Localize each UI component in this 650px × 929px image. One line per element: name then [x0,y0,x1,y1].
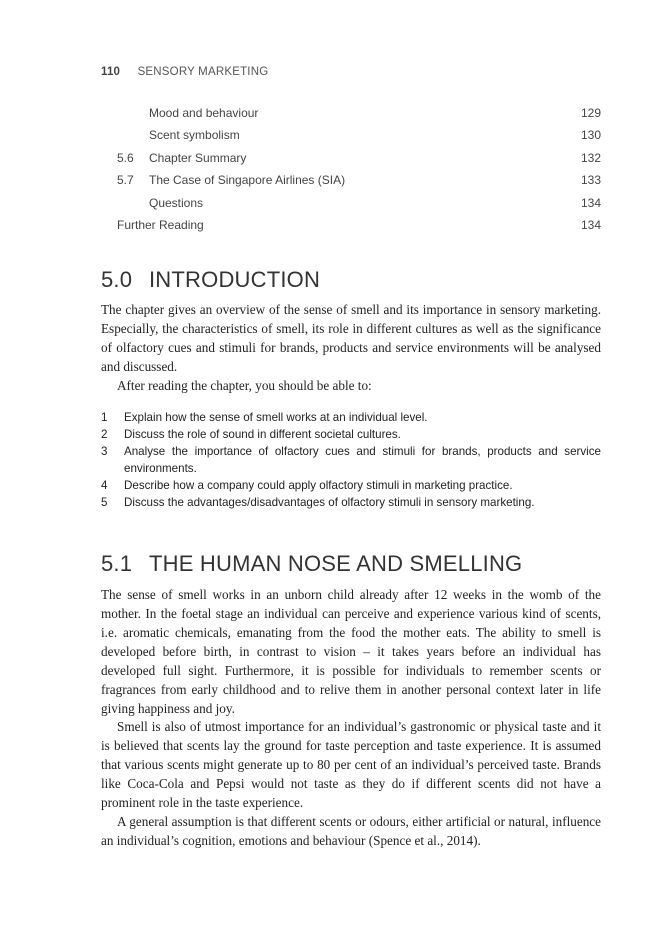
list-item [101,444,601,477]
toc-entry-page: 129 [580,106,601,120]
intro-lead-in: After reading the chapter, you should be able to: [117,378,372,393]
toc-entry-title: Further Reading [117,217,204,232]
list-item-number: 5 [101,495,108,509]
list-item-text: Discuss the advantages/disadvantages of olfactory stimuli in sensory marketing. [124,495,535,509]
toc-entry [101,126,601,148]
section-heading-introduction [101,267,320,293]
learning-objectives-list [101,410,601,512]
section-number: 5.1 [101,551,133,576]
table-of-contents [101,104,601,238]
list-item-number: 2 [101,428,108,441]
page-number: 110 [101,66,121,78]
section-title: THE HUMAN NOSE AND SMELLING [149,551,523,576]
body-paragraph: The sense of smell works in an unborn child already after 12 weeks in the womb of the mother. In the foetal stage an individual can perceive and experience various kind of scents, i.e. aromatic chemicals, emanating from the food the mother eats. The ability to smell is developed before birth, in contrast to vision – it takes years before an individual has developed full sight. Furthermore, it is possible for individuals to remember scents or fragrances from early childhood and to relive them in another personal context later in life giving happiness and joy. [101,587,601,716]
list-item-number: 3 [101,445,108,458]
toc-entry-further-reading [101,216,601,238]
toc-entry-title: Scent symbolism [149,128,240,143]
body-paragraph: A general assumption is that different scents or odours, either artificial or natural, influence an individual’s cognition, emotions and behaviour (Spence et al., 2014). [101,814,601,848]
toc-entry-title: The Case of Singapore Airlines (SIA) [149,173,346,188]
toc-entry [101,194,601,216]
section-title: INTRODUCTION [149,267,321,292]
toc-entry-number: 5.6 [117,150,134,165]
list-item [101,410,601,427]
toc-entry [101,149,601,171]
toc-entry-page: 133 [580,173,601,188]
list-item-text: Describe how a company could apply olfactory stimuli in marketing practice. [124,478,513,492]
toc-entry-page: 130 [580,128,601,143]
running-header [101,66,268,78]
list-item [101,427,601,444]
toc-entry-page: 134 [580,195,601,210]
body-paragraph: Smell is also of utmost importance for an individual’s gastronomic or physical taste and it is believed that scents lay the ground for taste perception and taste experience. It is assumed that various scents might generate up to 80 per cent of an individual’s perceived taste. Brands like Coca-Cola and Pepsi would not taste as they do if different scents did not have a prominent role in the taste experience. [101,719,601,810]
toc-entry-title: Mood and behaviour [149,106,259,120]
toc-entry-number: 5.7 [117,173,134,188]
list-item [101,478,601,495]
list-item-text: Explain how the sense of smell works at an individual level. [124,411,428,424]
list-item-text: Analyse the importance of olfactory cues and stimuli for brands, products and service environments. [124,445,601,475]
toc-entry [101,171,601,193]
toc-entry-title: Questions [149,195,204,210]
list-item-number: 1 [101,411,108,424]
list-item-text: Discuss the role of sound in different societal cultures. [124,428,401,441]
list-item-number: 4 [101,478,108,492]
toc-entry-page: 134 [580,217,601,232]
list-item [101,495,601,512]
toc-entry [101,104,601,126]
section-heading-human-nose [101,551,522,577]
toc-entry-page: 132 [580,150,601,165]
toc-entry-title: Chapter Summary [149,150,247,165]
section-number: 5.0 [101,267,133,292]
intro-paragraph: The chapter gives an overview of the sense of smell and its importance in sensory marketing. Especially, the characteristics of smell, its role in different cultures as well as the significance of olfactory cues and stimuli for brands, products and service environments will be analysed and discussed. [101,302,601,374]
running-title: SENSORY MARKETING [137,66,269,78]
